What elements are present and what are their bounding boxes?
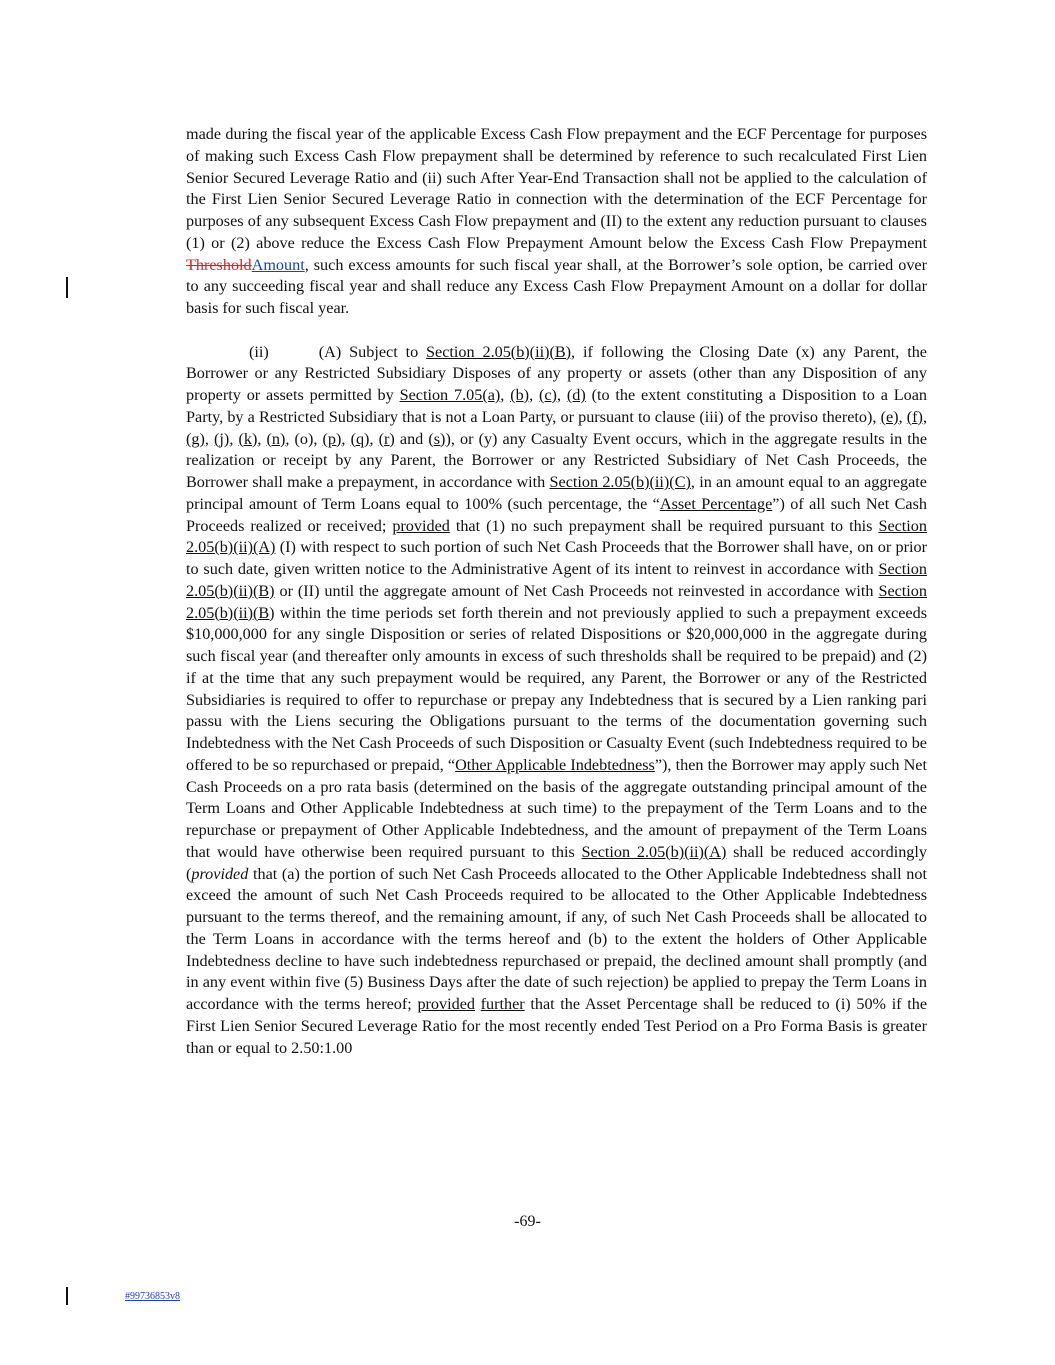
cross-reference: (n) — [266, 429, 286, 448]
deleted-text: Threshold — [186, 255, 252, 274]
text-run: , — [500, 386, 511, 404]
cross-reference: (f) — [906, 407, 923, 426]
cross-reference: Section 2.05(b)(ii)(B) — [426, 342, 572, 361]
paragraph-section-2-05-b-ii — [186, 342, 927, 1060]
text-run: , — [257, 429, 267, 448]
cross-reference: Asset Percentage — [659, 494, 773, 513]
cross-reference: (q) — [350, 429, 370, 448]
cross-reference: provided — [392, 516, 450, 535]
text-run: , if following the Closing Date (x) any Parent, the Borrower or any Restricted Subsidiary Disposes of any property or assets (other than any Disposition of any property or assets permitted by — [186, 342, 927, 404]
text-run: , — [898, 407, 907, 426]
text-run: , — [529, 386, 539, 404]
text-run: or (II) until the aggregate amount of Net Cash Proceeds not reinvested in accordance with — [274, 581, 879, 600]
cross-reference: Section 2.05(b)(ii)(B) — [186, 560, 927, 600]
cross-reference: (b) — [510, 386, 530, 404]
revision-change-bar — [66, 277, 68, 298]
text-run: and — [394, 429, 429, 448]
text-run: that the Asset Percentage shall be reduced to (i) 50% if the First Lien Senior Secured Leverage Ratio for the most recently ended Test Period on a Pro Forma Basis is greater than or equal to 2.50:1.00 — [186, 995, 928, 1057]
text-run: ), or (y) any Casualty Event occurs, which in the aggregate results in the realization or receipt by any Parent, the Borrower or any Restricted Subsidiary of Net Cash Proceeds, the Borrower shall make a prepayment, in accordance with — [186, 429, 928, 491]
cross-reference: Section 2.05(b)(ii)(A) — [186, 516, 927, 557]
document-id-link[interactable]: #99736853v8 — [125, 1291, 180, 1302]
cross-reference: further — [480, 995, 525, 1013]
text-run: , — [341, 429, 351, 448]
cross-reference: Section 7.05(a) — [399, 386, 501, 404]
text-run: , — [556, 386, 567, 404]
cross-reference: (d) — [566, 386, 586, 404]
text-run: (to the extent constituting a Disposition to a Loan Party, by a Restricted Subsidiary that is not a Loan Party, or pursuant to clause (iii) of the proviso thereto), — [186, 386, 928, 426]
text-run: (ii) — [249, 342, 269, 361]
text-run: (A) Subject to — [318, 342, 427, 361]
revision-change-bar-footer — [66, 1287, 68, 1305]
cross-reference: (e) — [880, 407, 899, 426]
text-run: , such excess amounts for such fiscal year shall, at the Borrower’s sole option, be carried over to any succeeding fiscal year and shall reduce any Excess Cash Flow Prepayment Amount on a dollar for dollar basis for such fiscal year. — [186, 255, 927, 317]
cross-reference: Section 2.05(b)(ii)(B) — [186, 581, 927, 622]
text-run: ”), then the Borrower may apply such Net Cash Proceeds on a pro rata basis (determined on the basis of the aggregate outstanding principal amount of the Term Loans and Other Applicable Indebtedness at such time) to the prepayment of the Term Loans and to the repurchase or prepayment of Other Applicable Indebtedness, and the amount of prepayment of the Term Loans that would have otherwise been required pursuant to this — [186, 755, 927, 861]
text-run: , — [204, 429, 215, 448]
cross-reference: (p) — [322, 429, 342, 448]
cross-reference: (j) — [214, 429, 230, 448]
page-number: -69- — [514, 1213, 541, 1230]
paragraph-continuation — [186, 124, 927, 320]
text-run: (I) with respect to such portion of such Net Cash Proceeds that the Borrower shall have, on or prior to such date, given written notice to the Administrative Agent of its intent to reinvest in accordance with — [186, 538, 927, 578]
cross-reference: Section 2.05(b)(ii)(C) — [549, 473, 691, 491]
text-run: , (o), — [285, 429, 323, 448]
text-run: within the time periods set forth therein and not previously applied to such a prepayment exceeds $10,000,000 for any single Disposition or series of related Dispositions or $20,000,000 in the aggregate during such fiscal year (and thereafter only amounts in excess of such thresholds shall be required to be prepaid) and (2) if at the time that any such prepayment would be required, any Parent, the Borrower or any of the Restricted Subsidiaries is required to offer to repurchase or prepay any Indebtedness that is secured by a Lien ranking pari passu with the Liens securing the Obligations pursuant to the terms of the documentation governing such Indebtedness with the Net Cash Proceeds of such Disposition or Casualty Event (such Indebtedness required to be offered to be so repurchased or prepaid, “ — [186, 603, 927, 774]
text-run: , — [229, 429, 239, 448]
cross-reference: Section 2.05(b)(ii)(A) — [581, 842, 727, 861]
cross-reference: provided — [417, 995, 475, 1013]
cross-reference: Other Applicable Indebtedness — [455, 755, 655, 774]
text-run: , in an amount equal to an aggregate principal amount of Term Loans equal to 100% (such percentage, the “ — [186, 473, 927, 513]
inserted-text: Amount — [251, 255, 305, 274]
cross-reference: (r) — [378, 429, 395, 448]
text-run: ”) of all such Net Cash Proceeds realized or received; — [186, 494, 927, 535]
text-run: made during the fiscal year of the applicable Excess Cash Flow prepayment and the ECF Percentage for purposes of making such Excess Cash Flow prepayment shall be determined by reference to such recalculated First Lien Senior Secured Leverage Ratio and (ii) such After Year-End Transaction shall not be applied to the calculation of the First Lien Senior Secured Leverage Ratio in connection with the determination of the ECF Percentage for purposes of any subsequent Excess Cash Flow prepayment and (II) to the extent any reduction pursuant to clauses (1) or (2) above reduce the Excess Cash Flow Prepayment Amount below the Excess Cash Flow Prepayment — [186, 125, 927, 252]
cross-reference: (s) — [428, 429, 446, 448]
text-run: shall be reduced accordingly ( — [186, 842, 927, 883]
document-body — [186, 124, 927, 1059]
text-run: that (1) no such prepayment shall be required pursuant to this — [449, 516, 879, 535]
cross-reference: (c) — [538, 386, 557, 404]
cross-reference: (k) — [238, 429, 258, 448]
text-run: , — [369, 429, 379, 448]
cross-reference: (g) — [186, 429, 205, 448]
text-run: , — [922, 407, 927, 426]
italic-text: provided — [191, 864, 249, 883]
text-run: that (a) the portion of such Net Cash Proceeds allocated to the Other Applicable Indebtedness shall not exceed the amount of such Net Cash Proceeds required to be allocated to the Other Applicable Indebtedness pursuant to the terms thereof, and the remaining amount, if any, of such Net Cash Proceeds shall be allocated to the Term Loans in accordance with the terms hereof and (b) to the extent the holders of Other Applicable Indebtedness decline to have such indebtedness repurchased or prepaid, the declined amount shall promptly (and in any event within five (5) Business Days after the date of such rejection) be applied to prepay the Term Loans in accordance with the terms hereof; — [186, 864, 927, 1013]
